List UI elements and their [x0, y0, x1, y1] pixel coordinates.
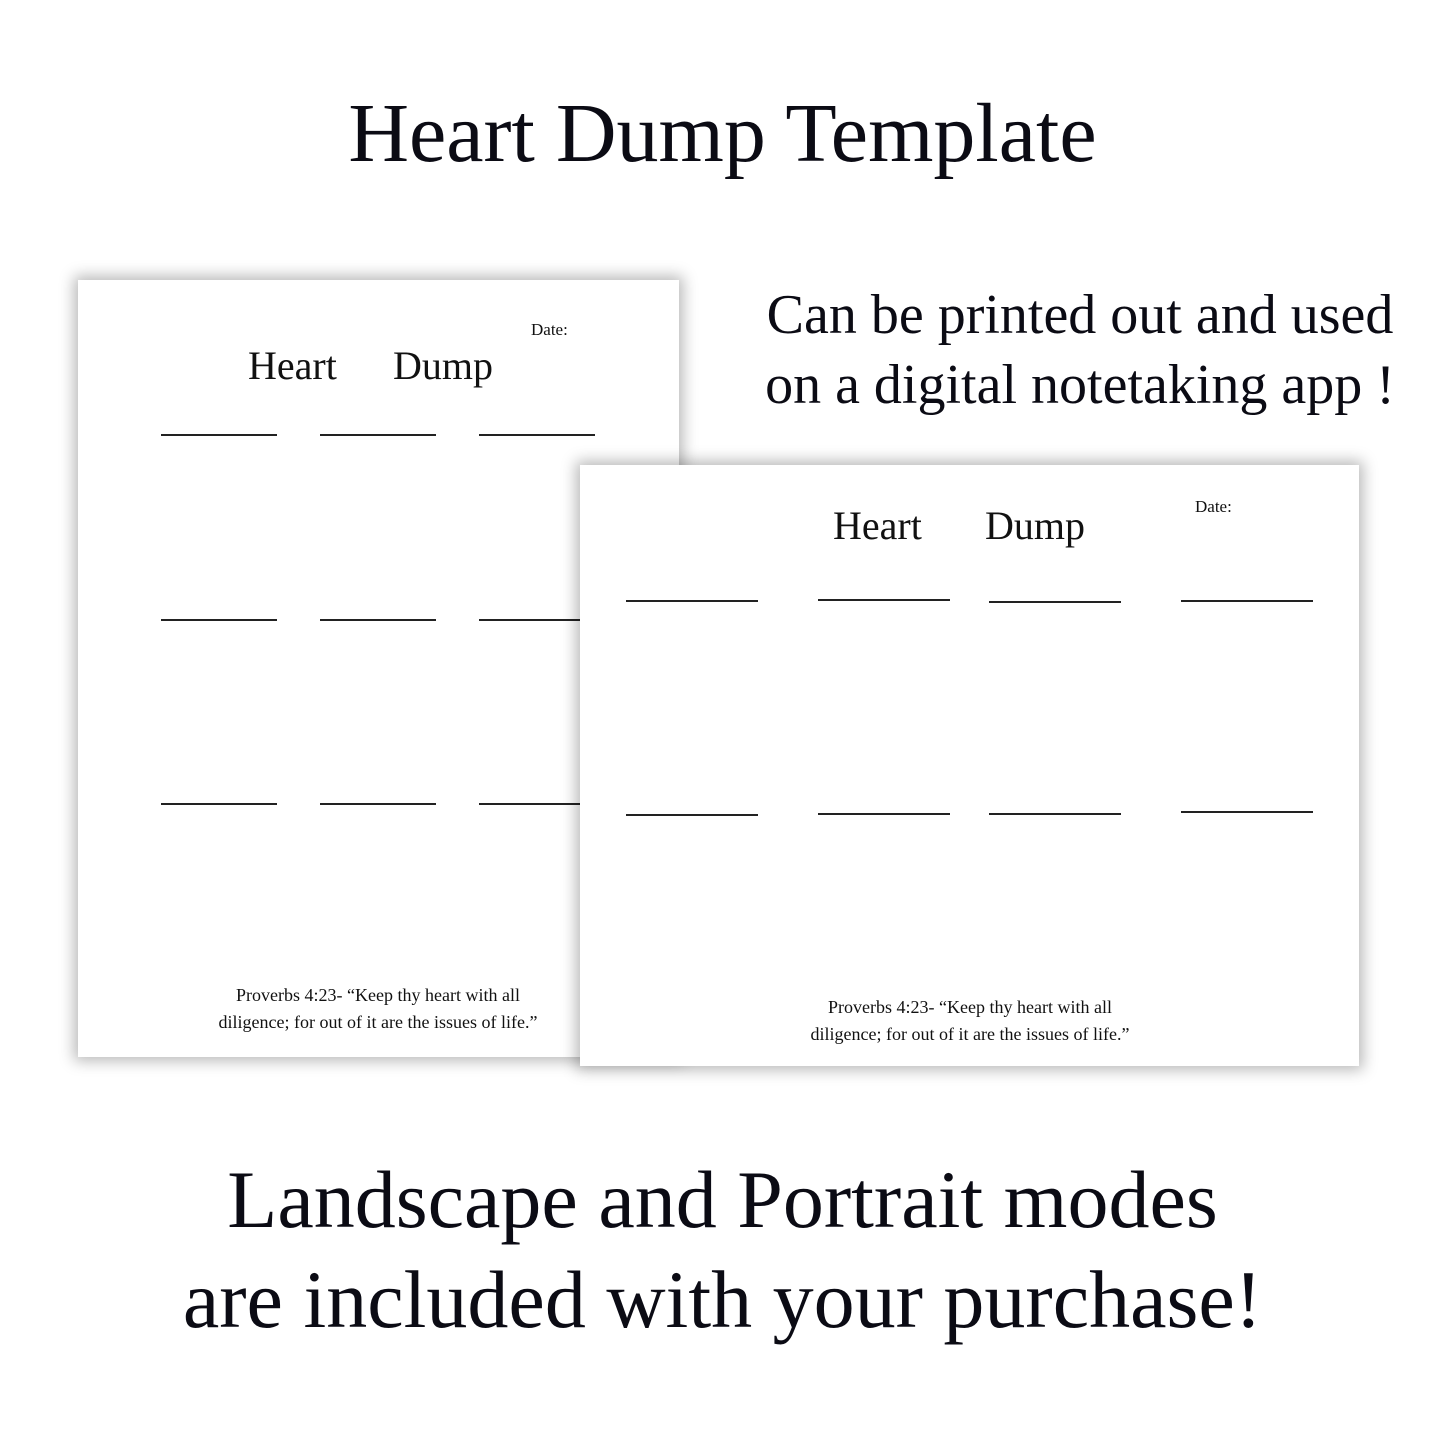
writing-line — [320, 803, 436, 805]
writing-line — [479, 803, 595, 805]
writing-line — [161, 619, 277, 621]
heading-word-dump: Dump — [985, 503, 1085, 548]
heading-word-heart: Heart — [833, 503, 922, 548]
date-label: Date: — [1195, 497, 1232, 516]
writing-line — [320, 434, 436, 436]
writing-line — [1181, 811, 1313, 813]
heading-word-heart: Heart — [248, 343, 337, 388]
landscape-template-sheet — [580, 465, 1359, 1066]
side-note — [735, 280, 1425, 420]
writing-line — [989, 601, 1121, 603]
proverbs-quote — [168, 982, 588, 1036]
page-title: Heart Dump Template — [348, 87, 1097, 180]
side-note-line-2: on a digital notetaking app ! — [765, 354, 1395, 416]
writing-line — [479, 619, 595, 621]
proverbs-quote — [750, 994, 1190, 1048]
writing-line — [320, 619, 436, 621]
quote-line-2: diligence; for out of it are the issues of life.” — [810, 1024, 1130, 1044]
writing-line — [818, 813, 950, 815]
quote-line-1: Proverbs 4:23- “Keep thy heart with all — [828, 997, 1112, 1017]
heading-word-dump: Dump — [393, 343, 493, 388]
writing-line — [161, 434, 277, 436]
date-label: Date: — [531, 320, 568, 339]
bottom-caption — [0, 1150, 1445, 1350]
writing-line — [161, 803, 277, 805]
writing-line — [479, 434, 595, 436]
side-note-line-1: Can be printed out and used — [766, 284, 1394, 346]
quote-line-1: Proverbs 4:23- “Keep thy heart with all — [236, 985, 520, 1005]
writing-line — [626, 814, 758, 816]
bottom-caption-line-2: are included with your purchase! — [182, 1254, 1263, 1345]
writing-line — [989, 813, 1121, 815]
writing-line — [626, 600, 758, 602]
bottom-caption-line-1: Landscape and Portrait modes — [227, 1154, 1218, 1245]
quote-line-2: diligence; for out of it are the issues of life.” — [218, 1012, 538, 1032]
writing-line — [818, 599, 950, 601]
writing-line — [1181, 600, 1313, 602]
